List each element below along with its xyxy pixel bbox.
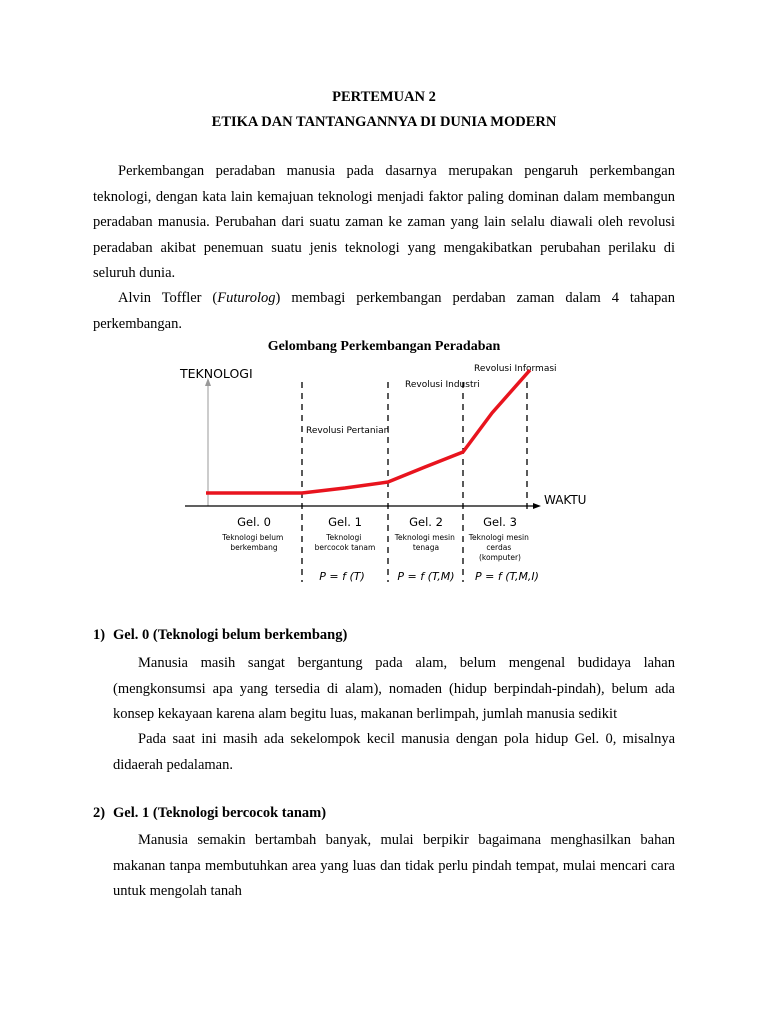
section-2-paragraph-1: Manusia semakin bertambah banyak, mulai berpikir bagaimana menghasilkan bahan makanan tanpa membutuhkan area yang luas dan tidak perlu pindah tempat, mulai mencari cara untuk mengolah tanah	[113, 832, 675, 899]
wave-desc-2: Teknologi mesin tenaga	[394, 533, 455, 552]
chapter-title: ETIKA DAN TANTANGANNYA DI DUNIA MODERN	[211, 114, 557, 130]
section-1-title: Gel. 0 (Teknologi belum berkembang)	[113, 627, 348, 643]
formula-gel-1: P = f (T)	[319, 570, 365, 583]
section-1-paragraph-2: Pada saat ini masih ada sekelompok kecil manusia dengan pola hidup Gel. 0, misalnya didaerah pedalaman.	[113, 731, 675, 773]
revolution-label-agriculture: Revolusi Pertanian	[306, 426, 390, 436]
intro-paragraph-2: Alvin Toffler (Futurolog) membagi perkembangan perdaban zaman dalam 4 tahapan perkembangan.	[93, 290, 675, 332]
section-2-heading	[93, 805, 326, 822]
x-axis-label: WAKTU	[544, 493, 587, 507]
wave-name-1: Gel. 1	[328, 515, 362, 529]
revolution-label-information: Revolusi Informasi	[474, 364, 557, 374]
section-1-heading	[93, 627, 347, 644]
wave-desc-3: Teknologi mesin cerdas (komputer)	[468, 533, 529, 562]
wave-name-3: Gel. 3	[483, 515, 517, 529]
section-2-title: Gel. 1 (Teknologi bercocok tanam)	[113, 805, 327, 821]
y-axis-label: TEKNOLOGI	[180, 366, 253, 381]
x-axis-arrow	[533, 503, 541, 509]
figure-caption: Gelombang Perkembangan Peradaban	[267, 339, 501, 354]
civilization-wave-diagram	[170, 356, 600, 592]
intro-paragraph-1: Perkembangan peradaban manusia pada dasarnya merupakan pengaruh perkembangan teknologi, dengan kata lain kemajuan teknologi menjadi faktor paling dominan dalam membangun peradaban manusia. Perubahan dari suatu zaman ke zaman yang lain selalu diawali oleh revolusi peradaban akibat penemuan suatu jenis teknologi yang mengakibatkan perubahan perilaku di seluruh dunia.	[93, 163, 675, 281]
section-2-number: 2)	[93, 805, 106, 821]
wave-desc-0: Teknologi belum berkembang	[222, 533, 284, 552]
revolution-label-industry: Revolusi Industri	[405, 380, 480, 390]
formula-gel-2: P = f (T,M)	[397, 570, 455, 583]
futurolog-term: Futurolog	[217, 290, 276, 306]
wave-name-2: Gel. 2	[409, 515, 443, 529]
meeting-title: PERTEMUAN 2	[332, 89, 436, 105]
formula-gel-3: P = f (T,M,I)	[475, 570, 539, 583]
wave-name-0: Gel. 0	[237, 515, 271, 529]
section-1-number: 1)	[93, 627, 106, 643]
section-1-paragraph-1: Manusia masih sangat bergantung pada alam, belum mengenal budidaya lahan (mengkonsumsi apa yang tersedia di alam), nomaden (hidup berpindah-pindah), belum ada konsep kekayaan karena alam begitu luas, makanan berlimpah, jumlah manusia sedikit	[113, 655, 675, 722]
wave-desc-1: Teknologi bercocok tanam	[314, 533, 376, 552]
